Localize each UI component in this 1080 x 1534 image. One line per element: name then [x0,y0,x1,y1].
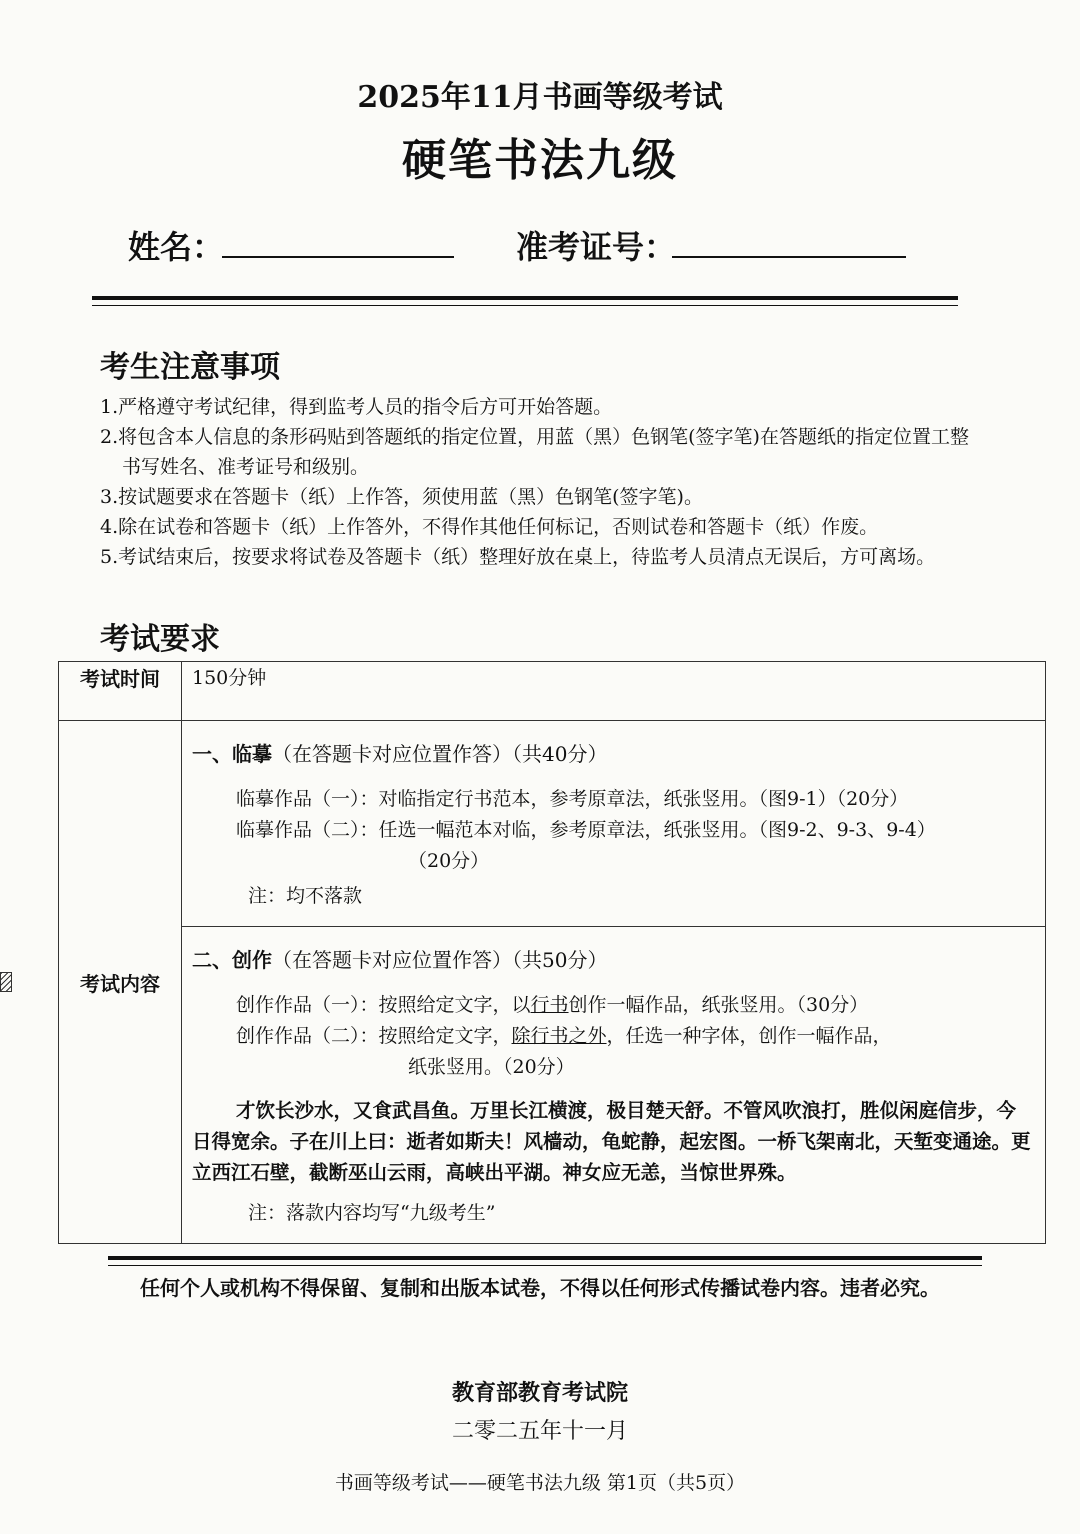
ticket-number-field-line[interactable] [672,256,906,258]
name-field-line[interactable] [222,256,454,258]
binding-mark-icon [0,972,12,992]
notice-item: 5.考试结束后，按要求将试卷及答题卡（纸）整理好放在桌上，待监考人员清点无误后，方可离场。 [100,546,936,568]
part2-item2-post: ，任选一种字体，创作一幅作品， [606,1025,892,1047]
part2-item1-underlined: 行书 [530,994,569,1016]
notice-item: 3.按试题要求在答题卡（纸）上作答，须使用蓝（黑）色钢笔(签字笔)。 [100,486,703,508]
part1-item2: 临摹作品（二）：任选一幅范本对临，参考原章法，纸张竖用。（图9-2、9-3、9-4） [236,819,936,841]
part-creation [182,927,1046,1244]
part2-number: 二、 [192,948,232,972]
part2-item1 [192,990,1035,1021]
poem-text: 才饮长沙水，又食武昌鱼。万里长江横渡，极目楚天舒。不管风吹浪打，胜似闲庭信步，今日得宽余。子在川上曰：逝者如斯夫！风樯动，龟蛇静，起宏图。一桥飞架南北，天堑变通途。更立西江石壁，截断巫山云雨，高峡出平湖。神女应无恙，当惊世界殊。 [192,1099,1031,1184]
part1-number: 一、 [192,742,232,766]
requirements-heading: 考试要求 [100,622,220,657]
issue-date: 二零二五年十一月 [451,1419,628,1444]
footer-divider-thick [108,1256,982,1260]
part1-item2-cont: （20分） [408,850,490,872]
part2-note: 注：落款内容均写“九级考生” [248,1202,496,1224]
header-divider-thick [92,296,958,300]
header-divider-thin [92,305,958,306]
part1-item1: 临摹作品（一）：对临指定行书范本，参考原章法，纸张竖用。（图9-1）（20分） [236,788,909,810]
time-value: 150分钟 [182,662,1046,721]
level-title: 硬笔书法九级 [402,135,678,186]
notice-item: 1.严格遵守考试纪律，得到监考人员的指令后方可开始答题。 [100,396,613,418]
exam-title: 2025年11月书画等级考试 [357,80,723,115]
part1-note: 注：均不落款 [248,885,363,907]
page-footer: 书画等级考试——硬笔书法九级 第1页（共5页） [334,1472,746,1494]
footer-divider-thin [108,1265,982,1266]
notice-heading: 考生注意事项 [100,350,280,385]
copyright-warning: 任何个人或机构不得保留、复制和出版本试卷，不得以任何形式传播试卷内容。违者必究。 [140,1276,940,1300]
part2-item2 [192,1021,1035,1052]
content-label: 考试内容 [59,721,182,1244]
part1-desc: （在答题卡对应位置作答）（共40分） [272,742,608,766]
ticket-number-label: 准考证号： [516,228,677,266]
part2-name: 创作 [232,948,272,972]
notice-item: 4.除在试卷和答题卡（纸）上作答外，不得作其他任何标记，否则试卷和答题卡（纸）作废。 [100,516,879,538]
name-label: 姓名： [128,228,225,266]
time-label: 考试时间 [59,662,182,721]
part2-item2-pre: 创作作品（二）：按照给定文字， [236,1025,512,1047]
part2-item1-pre: 创作作品（一）：按照给定文字，以 [236,994,531,1016]
part2-item2-cont: 纸张竖用。（20分） [408,1056,575,1078]
part2-item2-underlined: 除行书之外 [511,1025,607,1047]
part1-name: 临摹 [232,742,272,766]
notice-list [100,392,980,572]
issuer: 教育部教育考试院 [451,1380,628,1406]
requirements-table [58,661,1046,1244]
part-copying [182,721,1046,927]
notice-item: 2.将包含本人信息的条形码贴到答题纸的指定位置，用蓝（黑）色钢笔(签字笔)在答题纸的指定位置工整书写姓名、准考证号和级别。 [100,426,969,478]
part2-item1-post: 创作一幅作品，纸张竖用。（30分） [568,994,869,1016]
part2-desc: （在答题卡对应位置作答）（共50分） [272,948,608,972]
